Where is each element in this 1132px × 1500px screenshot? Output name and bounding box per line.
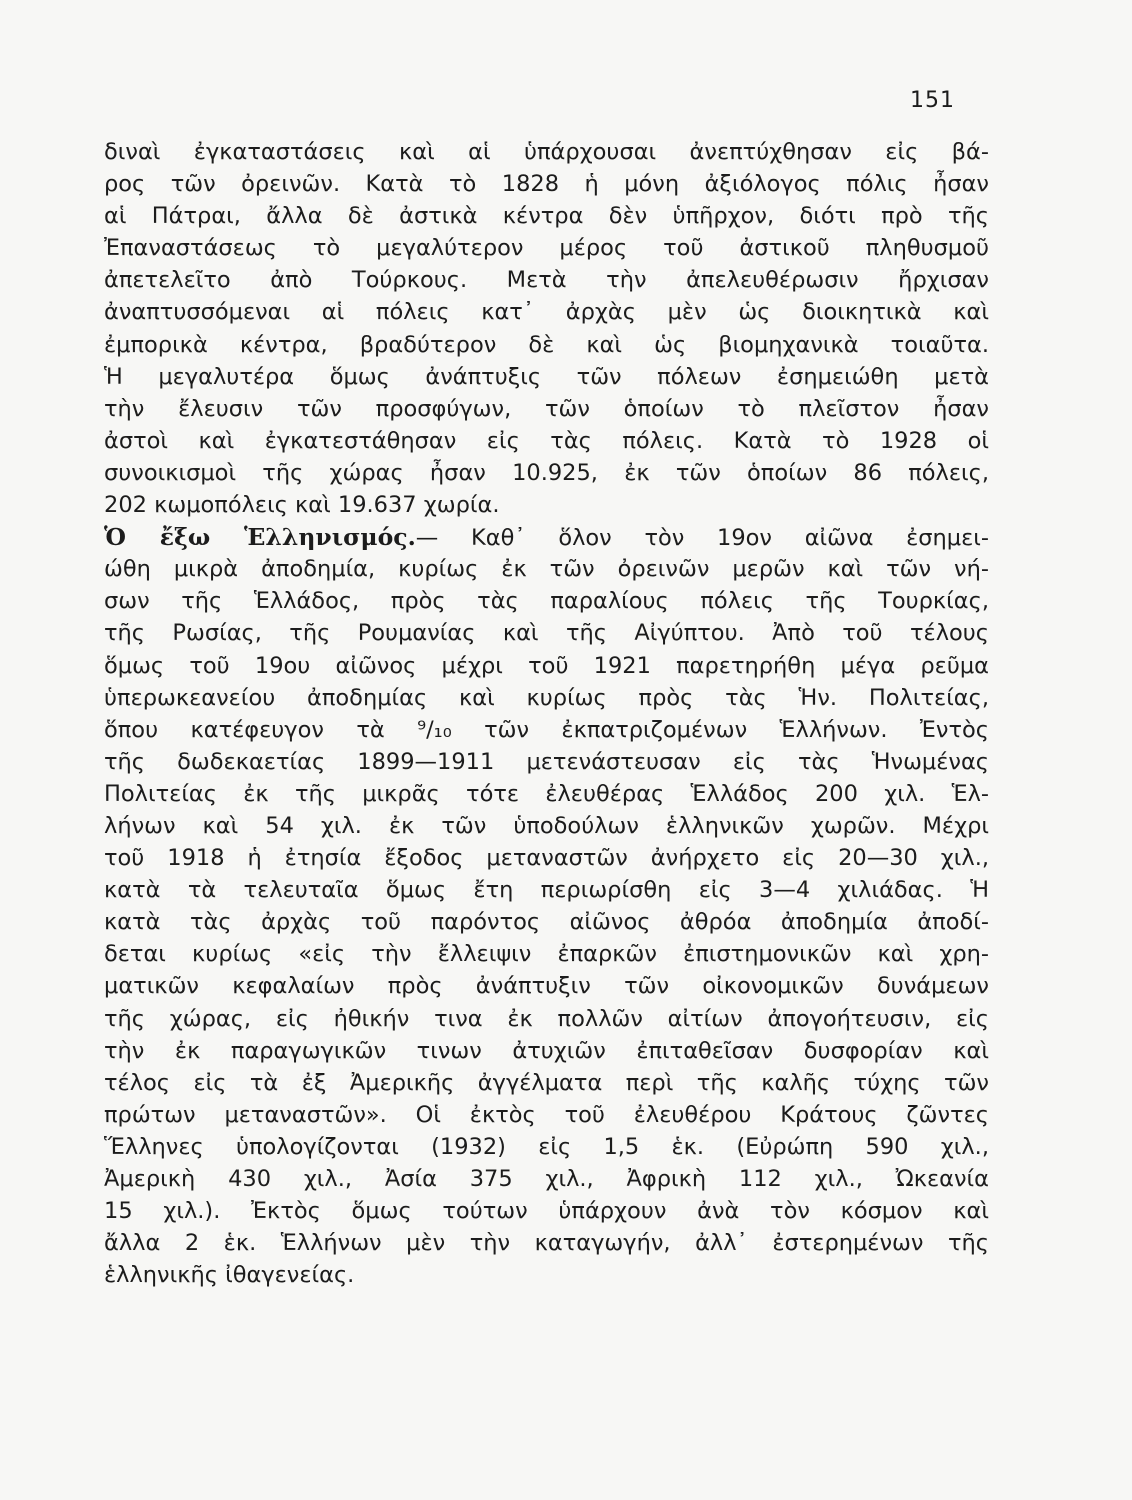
- section-heading-line: [104, 521, 989, 553]
- text-line: πρώτων μεταναστῶν». Οἱ ἐκτὸς τοῦ ἐλευθέρου Κράτους ζῶντες: [104, 1101, 989, 1128]
- page-number: 151: [910, 88, 955, 113]
- text-line: τῆς δωδεκαετίας 1899—1911 μετενάστευσαν εἰς τὰς Ἡνωμένας: [104, 748, 989, 775]
- text-line: λήνων καὶ 54 χιλ. ἐκ τῶν ὑποδούλων ἑλληνικῶν χωρῶν. Μέχρι: [104, 812, 989, 839]
- text-line: ὅμως τοῦ 19ου αἰῶνος μέχρι τοῦ 1921 παρετηρήθη μέγα ρεῦμα: [104, 652, 989, 679]
- text-line: ἄλλα 2 ἑκ. Ἑλλήνων μὲν τὴν καταγωγήν, ἀλλ᾽ ἐστερημένων τῆς: [104, 1230, 989, 1257]
- text-line: τὴν ἔλευσιν τῶν προσφύγων, τῶν ὁποίων τὸ πλεῖστον ἦσαν: [104, 395, 989, 422]
- text-line: διναὶ ἐγκαταστάσεις καὶ αἱ ὑπάρχουσαι ἀνεπτύχθησαν εἰς βά-: [104, 139, 989, 165]
- text-line: κατὰ τὰ τελευταῖα ὅμως ἔτη περιωρίσθη εἰς 3—4 χιλιάδας. Ἡ: [104, 877, 989, 904]
- text-line: ὅπου κατέφευγον τὰ ⁹/₁₀ τῶν ἐκπατριζομένων Ἑλλήνων. Ἐντὸς: [104, 716, 989, 743]
- text-line: Ἀμερικὴ 430 χιλ., Ἀσία 375 χιλ., Ἀφρικὴ 112 χιλ., Ὠκεανία: [104, 1166, 989, 1192]
- text-line: τῆς χώρας, εἰς ἠθικήν τινα ἐκ πολλῶν αἰτίων ἀπογοήτευσιν, εἰς: [104, 1005, 989, 1032]
- section-heading-continuation: — Καθ᾽ ὅλον τὸν 19ον αἰῶνα ἐσημει-: [415, 525, 990, 552]
- text-line: συνοικισμοὶ τῆς χώρας ἦσαν 10.925, ἐκ τῶν ὁποίων 86 πόλεις,: [104, 459, 989, 486]
- body-text: [104, 136, 989, 1291]
- text-line: ἐμπορικὰ κέντρα, βραδύτερον δὲ καὶ ὡς βιομηχανικὰ τοιαῦτα.: [104, 331, 989, 358]
- text-line: ρος τῶν ὀρεινῶν. Κατὰ τὸ 1828 ἡ μόνη ἀξιόλογος πόλις ἦσαν: [104, 171, 989, 198]
- text-line: κατὰ τὰς ἀρχὰς τοῦ παρόντος αἰῶνος ἀθρόα ἀποδημία ἀποδί-: [104, 909, 989, 936]
- text-line: ἀστοὶ καὶ ἐγκατεστάθησαν εἰς τὰς πόλεις. Κατὰ τὸ 1928 οἱ: [104, 427, 989, 454]
- text-line: ώθη μικρὰ ἀποδημία, κυρίως ἐκ τῶν ὀρεινῶν μερῶν καὶ τῶν νή-: [104, 556, 989, 583]
- text-line: Ἕλληνες ὑπολογίζονται (1932) εἰς 1,5 ἑκ. (Εὐρώπη 590 χιλ.,: [104, 1133, 989, 1160]
- section-heading: Ὁ ἔξω Ἑλληνισμός.: [104, 523, 416, 552]
- text-line: τοῦ 1918 ἡ ἐτησία ἔξοδος μεταναστῶν ἀνήρχετο εἰς 20—30 χιλ.,: [104, 845, 989, 872]
- text-line: τὴν ἐκ παραγωγικῶν τινων ἀτυχιῶν ἐπιταθεῖσαν δυσφορίαν καὶ: [104, 1037, 989, 1064]
- text-line: δεται κυρίως «εἰς τὴν ἔλλειψιν ἐπαρκῶν ἐπιστημονικῶν καὶ χρη-: [104, 941, 989, 968]
- text-line: 15 χιλ.). Ἐκτὸς ὅμως τούτων ὑπάρχουν ἀνὰ τὸν κόσμον καὶ: [104, 1198, 989, 1225]
- text-line: ἀπετελεῖτο ἀπὸ Τούρκους. Μετὰ τὴν ἀπελευθέρωσιν ἤρχισαν: [104, 267, 989, 294]
- text-line: τῆς Ρωσίας, τῆς Ρουμανίας καὶ τῆς Αἰγύπτου. Ἀπὸ τοῦ τέλους: [104, 620, 989, 647]
- text-line: Πολιτείας ἐκ τῆς μικρᾶς τότε ἐλευθέρας Ἑλλάδος 200 χιλ. Ἑλ-: [104, 780, 989, 807]
- text-line: Ἐπαναστάσεως τὸ μεγαλύτερον μέρος τοῦ ἀστικοῦ πληθυσμοῦ: [104, 235, 989, 262]
- text-line: τέλος εἰς τὰ ἐξ Ἀμερικῆς ἀγγέλματα περὶ τῆς καλῆς τύχης τῶν: [104, 1069, 989, 1096]
- text-line: σων τῆς Ἑλλάδος, πρὸς τὰς παραλίους πόλεις τῆς Τουρκίας,: [104, 588, 989, 615]
- text-line: Ἡ μεγαλυτέρα ὅμως ἀνάπτυξις τῶν πόλεων ἐσημειώθη μετὰ: [104, 363, 989, 390]
- text-line: ἑλληνικῆς ἰθαγενείας.: [104, 1262, 355, 1289]
- text-line: αἱ Πάτραι, ἄλλα δὲ ἀστικὰ κέντρα δὲν ὑπῆρχον, διότι πρὸ τῆς: [104, 203, 989, 230]
- text-line: ματικῶν κεφαλαίων πρὸς ἀνάπτυξιν τῶν οἰκονομικῶν δυνάμεων: [104, 973, 989, 1000]
- text-line: 202 κωμοπόλεις καὶ 19.637 χωρία.: [104, 492, 500, 519]
- text-line: ἀναπτυσσόμεναι αἱ πόλεις κατ᾽ ἀρχὰς μὲν ὡς διοικητικὰ καὶ: [104, 299, 989, 326]
- text-line: ὑπερωκεανείου ἀποδημίας καὶ κυρίως πρὸς τὰς Ἡν. Πολιτείας,: [104, 684, 989, 711]
